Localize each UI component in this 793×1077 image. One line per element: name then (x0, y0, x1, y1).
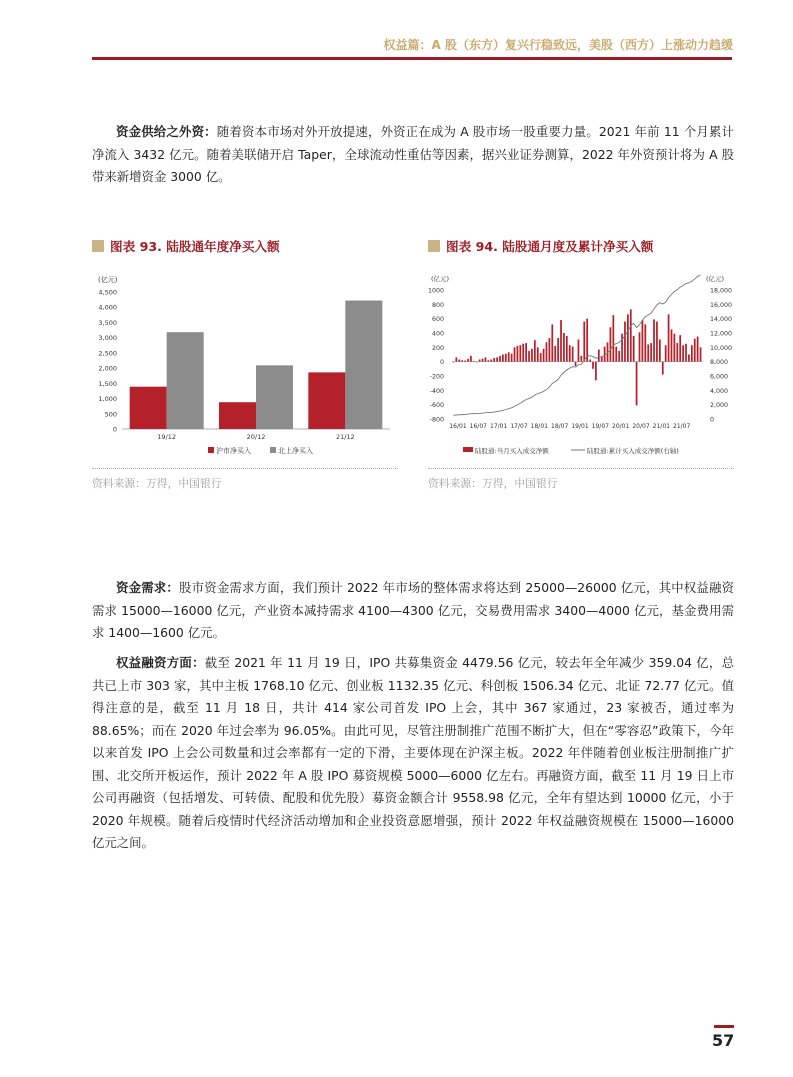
y-left-unit: (亿元) (431, 275, 450, 283)
bar-month-40 (569, 345, 571, 361)
x-tick-label: 17/01 (490, 423, 508, 430)
bar-month-15 (496, 357, 498, 361)
bar-month-62 (633, 336, 635, 362)
y-axis-unit: (亿元) (98, 276, 118, 284)
bar-month-60 (627, 314, 629, 361)
bar-sh-0 (130, 387, 167, 429)
bar-month-22 (517, 346, 519, 362)
bar-month-64 (639, 332, 641, 361)
bar-month-34 (551, 324, 553, 361)
bar-month-70 (656, 322, 658, 362)
y-left-tick-label: 400 (431, 330, 444, 338)
bar-north-1 (256, 365, 293, 429)
figure-94-divider (428, 468, 734, 469)
bar-month-1 (455, 357, 457, 361)
y-left-tick-label: -200 (429, 373, 444, 381)
legend-label: 陆股通:当月买入成交净额 (475, 447, 549, 455)
y-tick-label: 4,500 (98, 288, 117, 297)
y-tick-label: 1,500 (98, 379, 117, 388)
paragraph-lead: 资金供给之外资： (116, 124, 217, 139)
bar-month-80 (685, 344, 687, 362)
page-number-rule (714, 1025, 734, 1028)
y-tick-label: 0 (112, 425, 117, 434)
title-marker-icon (428, 240, 440, 252)
paragraph-foreign-capital (92, 121, 734, 189)
bar-month-10 (482, 359, 484, 362)
x-tick-label: 19/07 (591, 423, 609, 430)
x-tick-label: 19/12 (157, 433, 177, 441)
bar-month-5 (467, 359, 469, 362)
bar-north-2 (345, 301, 382, 429)
figure-93-title-text: 图表 93. 陆股通年度净买入额 (110, 239, 280, 254)
bar-month-67 (647, 344, 649, 361)
y-right-tick-label: 14,000 (710, 316, 733, 324)
bar-month-81 (688, 355, 690, 362)
bar-month-58 (621, 334, 623, 362)
bar-month-71 (659, 339, 661, 361)
bar-month-78 (679, 335, 681, 362)
bar-month-66 (644, 324, 646, 361)
bar-month-23 (519, 345, 521, 361)
bar-month-19 (508, 352, 510, 361)
y-left-tick-label: -600 (429, 402, 444, 410)
paragraph-lead: 资金需求： (116, 580, 180, 595)
figure-93-source: 资料来源：万得，中国银行 (92, 477, 222, 490)
legend-label: 陆股通:累计买入成交净额(右轴) (587, 447, 679, 455)
y-left-tick-label: 600 (431, 316, 444, 324)
bar-month-30 (540, 353, 542, 362)
bar-month-17 (502, 355, 504, 362)
bar-month-61 (630, 309, 632, 361)
bar-month-3 (461, 360, 463, 361)
bar-month-35 (554, 346, 556, 362)
y-right-tick-label: 18,000 (710, 287, 733, 295)
bar-month-74 (668, 314, 670, 361)
bar-month-11 (485, 357, 487, 361)
x-tick-label: 20/07 (632, 423, 650, 430)
bar-month-26 (528, 351, 530, 362)
bar-month-45 (583, 322, 585, 362)
y-tick-label: 500 (104, 410, 117, 419)
bar-month-2 (458, 360, 460, 362)
bar-month-46 (586, 319, 588, 362)
bar-month-33 (549, 338, 551, 362)
y-tick-label: 2,500 (98, 349, 117, 358)
figure-94-title-text: 图表 94. 陆股通月度及累计净买入额 (446, 239, 654, 254)
bar-month-50 (598, 349, 600, 361)
legend-label: 沪市净买入 (216, 447, 251, 455)
y-tick-label: 4,000 (98, 303, 117, 312)
y-left-tick-label: 0 (439, 359, 444, 367)
bar-month-83 (694, 339, 696, 362)
y-right-tick-label: 12,000 (710, 330, 733, 338)
bar-month-43 (578, 339, 580, 361)
chart-annual-net-buy (90, 268, 400, 460)
bar-month-68 (650, 343, 652, 362)
bar-month-24 (522, 344, 524, 362)
bar-month-69 (653, 319, 655, 361)
y-right-tick-label: 0 (710, 416, 715, 424)
x-tick-label: 21/07 (673, 423, 691, 430)
bar-month-56 (615, 347, 617, 362)
bar-month-82 (691, 345, 693, 361)
legend-swatch (208, 447, 214, 453)
bar-month-79 (682, 345, 684, 361)
y-right-tick-label: 16,000 (710, 301, 733, 309)
bar-north-0 (167, 332, 204, 429)
bar-month-73 (665, 345, 667, 361)
x-tick-label: 16/01 (449, 423, 467, 430)
bar-month-42 (575, 362, 577, 366)
legend-swatch (270, 447, 276, 453)
bar-month-36 (557, 338, 559, 362)
x-tick-label: 21/01 (652, 423, 670, 430)
bar-month-20 (511, 354, 513, 362)
bar-month-4 (464, 361, 466, 362)
y-right-tick-label: 6,000 (710, 373, 729, 381)
title-marker-icon (92, 240, 104, 252)
bar-month-38 (563, 333, 565, 362)
y-right-tick-label: 10,000 (710, 344, 733, 352)
x-tick-label: 20/01 (612, 423, 630, 430)
bar-month-49 (595, 362, 597, 381)
bar-month-57 (618, 351, 620, 362)
bar-month-8 (476, 362, 478, 363)
x-tick-label: 16/07 (469, 423, 487, 430)
bar-month-6 (470, 356, 472, 362)
x-tick-label: 18/01 (530, 423, 548, 430)
page-header-title: 权益篇：A 股（东方）复兴行稳致远，美股（西方）上涨动力趋缓 (383, 38, 733, 52)
bar-month-14 (493, 358, 495, 362)
y-right-tick-label: 2,000 (710, 402, 729, 410)
bar-month-28 (534, 340, 536, 362)
y-right-unit: (亿元) (706, 275, 725, 283)
bar-month-7 (473, 361, 475, 362)
paragraph-equity-financing (92, 652, 734, 855)
figure-93-divider (92, 468, 398, 469)
x-tick-label: 20/12 (246, 433, 266, 441)
bar-month-16 (499, 356, 501, 362)
bar-month-51 (601, 357, 603, 362)
bar-month-47 (589, 360, 591, 362)
y-tick-label: 1,000 (98, 395, 117, 404)
x-tick-label: 19/01 (571, 423, 589, 430)
bar-month-27 (531, 349, 533, 362)
y-tick-label: 3,000 (98, 334, 117, 343)
chart-monthly-net-buy (425, 268, 737, 460)
bar-month-29 (537, 347, 539, 361)
y-right-tick-label: 8,000 (710, 359, 729, 367)
bar-month-84 (697, 337, 699, 362)
bar-month-12 (487, 360, 489, 361)
y-left-tick-label: 1000 (427, 287, 444, 295)
bar-month-31 (543, 349, 545, 362)
x-tick-label: 18/07 (551, 423, 569, 430)
bar-month-0 (453, 362, 455, 363)
paragraph-text: 截至 2021 年 11 月 19 日，IPO 共募集资金 4479.56 亿元，较去年全年减少 359.04 亿，总共已上市 303 家，其中主板 1768.10 亿元、创业板 1132.35 亿元、科创板 1506.34 亿元、北证 72.77 亿元。值得注意的是，截至 11 月 18 日，共计 414 家公司首发 IPO 上会，其中 367 家通过，23 家被否，通过率为 88.65%；而在 2020 年过会率为 96.05%。由此可见，尽管注册制推广范围不断扩大，但在“零容忍”政策下，今年以来首发 IPO 上会公司数量和过会率都有一定的下滑，主要体现在沪深主板。2022 年伴随着创业板注册制推广扩围、北交所开板运作，预计 2022 年 A 股 IPO 募资规模 5000—6000 亿左右。再融资方面，截至 11 月 19 日上市公司再融资（包括增发、可转债、配股和优先股）募资金额合计 9558.98 亿元，全年有望达到 10000 亿元，小于 2020 年规模。随着后疫情时代经济活动增加和企业投资意愿增强，预计 2022 年权益融资规模在 15000—16000 亿元之间。 (92, 655, 734, 850)
x-tick-label: 21/12 (335, 433, 355, 441)
y-left-tick-label: 800 (431, 301, 444, 309)
bar-month-59 (624, 322, 626, 362)
bar-month-85 (700, 347, 702, 361)
legend-label: 北上净买入 (278, 447, 313, 455)
bar-month-76 (674, 334, 676, 362)
y-right-tick-label: 4,000 (710, 387, 729, 395)
y-left-tick-label: 200 (431, 344, 444, 352)
bar-month-72 (662, 362, 664, 375)
bar-month-48 (592, 362, 594, 369)
paragraph-lead: 权益融资方面： (116, 655, 205, 670)
bar-sh-1 (219, 402, 256, 429)
bar-month-41 (572, 347, 574, 362)
bar-month-32 (546, 342, 548, 361)
y-left-tick-label: -800 (429, 416, 444, 424)
paragraph-capital-demand (92, 577, 734, 645)
bar-month-37 (560, 320, 562, 362)
legend-swatch-bar (463, 447, 473, 452)
paragraph-text: 股市资金需求方面，我们预计 2022 年市场的整体需求将达到 25000—26000 亿元，其中权益融资需求 15000—16000 亿元，产业资本减持需求 4100—4300 亿元，交易费用需求 3400—4000 亿元，基金费用需求 1400—1600 亿元。 (92, 580, 735, 640)
bar-month-25 (525, 343, 527, 362)
bar-month-13 (490, 360, 492, 362)
bar-month-65 (642, 320, 644, 362)
bar-month-21 (514, 347, 516, 361)
page-number: 57 (712, 1031, 735, 1050)
bar-month-44 (580, 356, 582, 362)
figure-93-title (92, 236, 280, 255)
paragraph-text: 随着资本市场对外开放提速，外资正在成为 A 股市场一股重要力量。2021 年前 11 个月累计净流入 3432 亿元。随着美联储开启 Taper，全球流动性重估等因素，据兴业证券测算，2022 年外资预计将为 A 股带来新增资金 3000 亿。 (92, 124, 735, 184)
bar-month-9 (479, 360, 481, 362)
bar-month-54 (610, 327, 612, 361)
bar-month-55 (612, 315, 614, 362)
x-tick-label: 17/07 (510, 423, 528, 430)
header-rule (92, 57, 732, 60)
y-tick-label: 2,000 (98, 364, 117, 373)
bar-month-63 (636, 362, 638, 406)
bar-month-39 (566, 336, 568, 362)
bar-month-75 (671, 329, 673, 361)
figure-94-title (428, 236, 653, 255)
cumulative-line (453, 275, 700, 415)
y-left-tick-label: -400 (429, 387, 444, 395)
bar-month-77 (676, 343, 678, 362)
figure-94-source: 资料来源：万得，中国银行 (428, 477, 558, 490)
bar-sh-2 (308, 372, 345, 429)
bar-month-18 (505, 354, 507, 362)
y-tick-label: 3,500 (98, 318, 117, 327)
bar-month-52 (604, 347, 606, 362)
